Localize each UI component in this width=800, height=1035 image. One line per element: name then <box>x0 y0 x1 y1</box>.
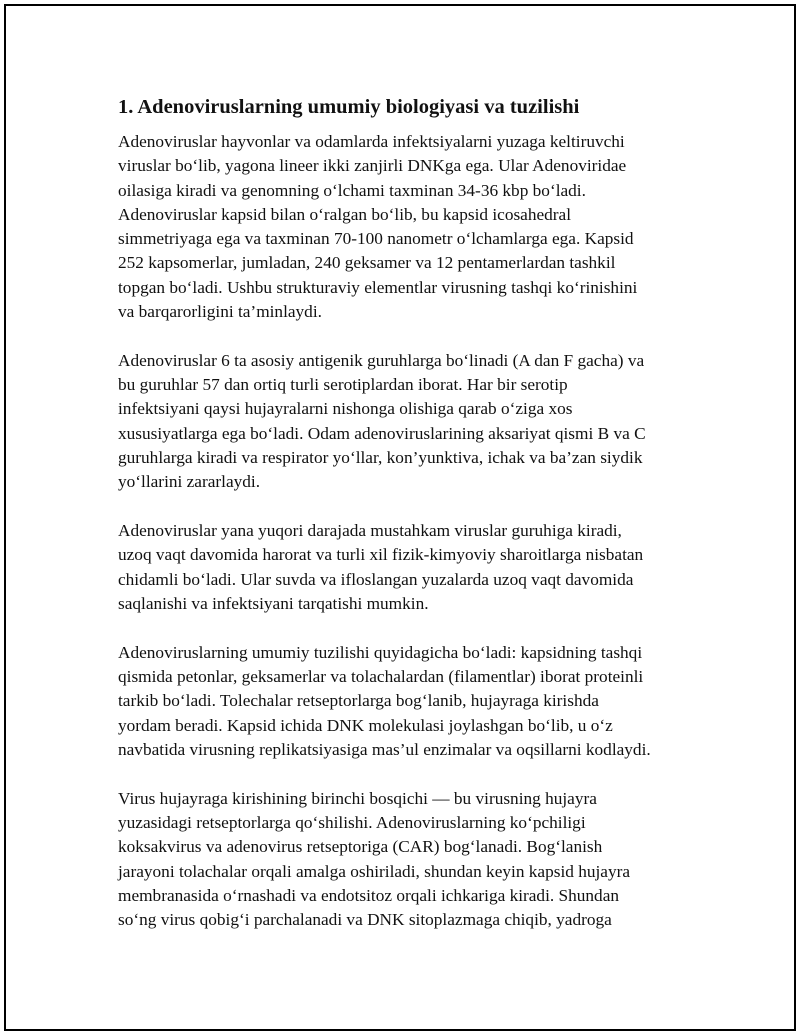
text-line: so‘ng virus qobig‘i parchalanadi va DNK sitoplazmaga chiqib, yadroga <box>118 910 612 930</box>
text-line: va barqarorligini ta’minlaydi. <box>118 302 322 322</box>
document-body <box>118 94 698 957</box>
text-line: Virus hujayraga kirishining birinchi bosqichi — bu virusning hujayra <box>118 788 597 808</box>
paragraph-structure <box>118 641 698 762</box>
text-line: infektsiyani qaysi hujayralarni nishonga olishiga qarab o‘ziga xos <box>118 399 573 419</box>
text-line: Adenoviruslar yana yuqori darajada mustahkam viruslar guruhiga kiradi, <box>118 521 622 541</box>
text-line: Adenoviruslar hayvonlar va odamlarda infektsiyalarni yuzaga keltiruvchi <box>118 132 625 151</box>
paragraph-stability <box>118 519 698 616</box>
text-line: guruhlarga kiradi va respirator yo‘llar, kon’yunktiva, ichak va ba’zan siydik <box>118 448 643 468</box>
text-line: Adenoviruslar 6 ta asosiy antigenik guruhlarga bo‘linadi (A dan F gacha) va <box>118 350 645 370</box>
paragraph-biology <box>118 130 698 324</box>
text-line: bu guruhlar 57 dan ortiq turli serotiplardan iborat. Har bir serotip <box>118 375 568 395</box>
text-line: tarkib bo‘ladi. Tolechalar retseptorlarga bog‘lanib, hujayraga kirishda <box>118 691 599 711</box>
text-line: viruslar bo‘lib, yagona lineer ikki zanjirli DNKga ega. Ular Adenoviridae <box>118 156 627 176</box>
text-line: koksakvirus va adenovirus retseptoriga (CAR) bog‘lanadi. Bog‘lanish <box>118 837 603 857</box>
text-line: uzoq vaqt davomida harorat va turli xil fizik-kimyoviy sharoitlarga nisbatan <box>118 545 644 565</box>
paragraph-antigenic-groups <box>118 349 698 495</box>
text-line: oilasiga kiradi va genomning o‘lchami taxminan 34-36 kbp bo‘ladi. <box>118 180 586 200</box>
text-line: xususiyatlarga ega bo‘ladi. Odam adenoviruslarining aksariyat qismi B va C <box>118 423 646 443</box>
text-line: yo‘llarini zararlaydi. <box>118 472 261 492</box>
text-line: 252 kapsomerlar, jumladan, 240 geksamer va 12 pentamerlardan tashkil <box>118 253 616 273</box>
text-line: membranasida o‘rnashadi va endotsitoz orqali ichkariga kiradi. Shundan <box>118 886 620 906</box>
text-line: navbatida virusning replikatsiyasiga mas’ul enzimalar va oqsillarni kodlaydi. <box>118 740 651 760</box>
text-line: saqlanishi va infektsiyani tarqatishi mumkin. <box>118 594 429 614</box>
section-heading: 1. Adenoviruslarning umumiy biologiyasi va tuzilishi <box>118 96 580 118</box>
text-line: Adenoviruslar kapsid bilan o‘ralgan bo‘lib, bu kapsid icosahedral <box>118 204 572 224</box>
text-line: chidamli bo‘ladi. Ular suvda va ifloslangan yuzalarda uzoq vaqt davomida <box>118 569 634 589</box>
paragraph-cell-entry <box>118 787 698 933</box>
text-line: yordam beradi. Kapsid ichida DNK molekulasi joylashgan bo‘lib, u o‘z <box>118 715 613 735</box>
text-line: Adenoviruslarning umumiy tuzilishi quyidagicha bo‘ladi: kapsidning tashqi <box>118 642 643 662</box>
text-line: yuzasidagi retseptorlarga qo‘shilishi. Adenoviruslarning ko‘pchiligi <box>118 813 586 833</box>
text-line: qismida petonlar, geksamerlar va tolachalardan (filamentlar) iborat proteinli <box>118 667 644 687</box>
text-line: topgan bo‘ladi. Ushbu strukturaviy elementlar virusning tashqi ko‘rinishini <box>118 277 638 297</box>
text-line: simmetriyaga ega va taxminan 70-100 nanometr o‘lchamlarga ega. Kapsid <box>118 229 634 249</box>
text-line: jarayoni tolachalar orqali amalga oshiriladi, shundan keyin kapsid hujayra <box>118 861 631 881</box>
